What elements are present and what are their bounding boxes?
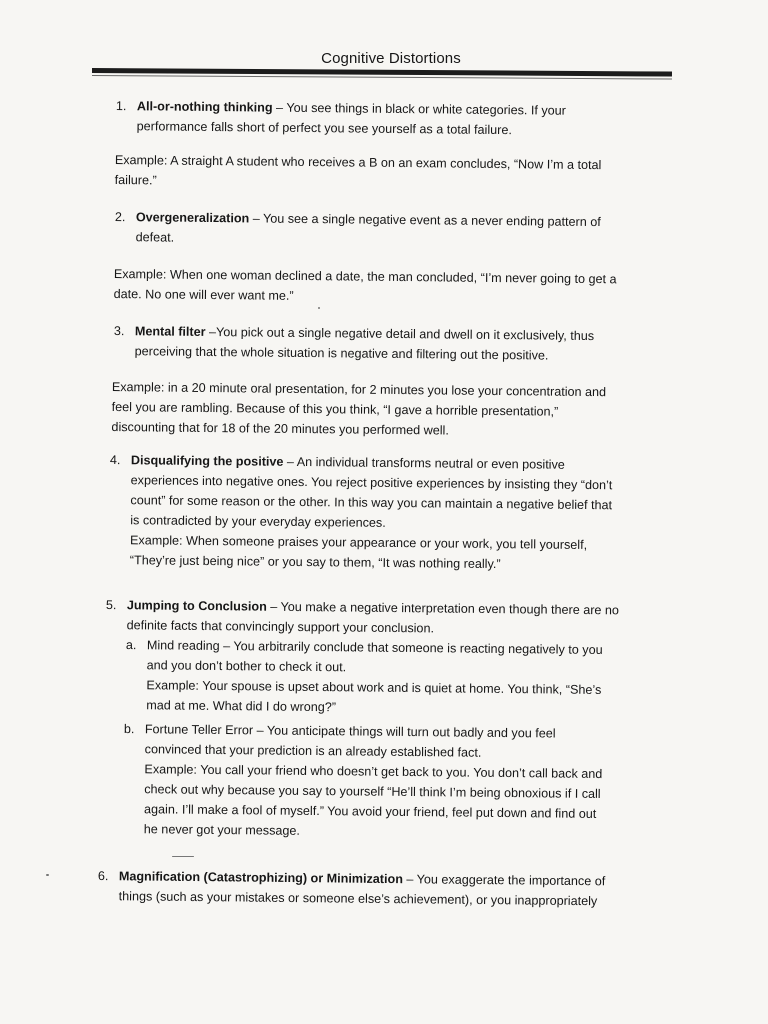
item-number: 4. (109, 452, 121, 468)
item-text: is contradicted by your everyday experiences. (130, 513, 386, 530)
item-text: – You make a negative interpretation even though there are no (266, 599, 620, 618)
example-text: date. No one will ever want me.” (113, 286, 294, 303)
item-text: – You exaggerate the importance of (402, 872, 606, 889)
item-text: – An individual transforms neutral or even positive (283, 454, 565, 472)
item-number: 3. (113, 323, 125, 339)
item-text: experiences into negative ones. You reject positive experiences by insisting they “don’t (130, 473, 613, 493)
example-text: failure.” (114, 172, 157, 188)
item-text: – You see a single negative event as a never ending pattern of (249, 211, 601, 230)
item-text: “They’re just being nice” or you say to them, “It was nothing really.” (129, 553, 501, 572)
scan-speck (318, 307, 320, 309)
subitem-text: check out why because you say to yourself “He’ll think I’m being obnoxious if I call (144, 782, 601, 801)
example-text: Example: in a 20 minute oral presentation, for 2 minutes you lose your concentration and (111, 379, 607, 400)
example-text: Example: A straight A student who receives a B on an exam concludes, “Now I’m a total (114, 152, 602, 173)
example-text: Example: When one woman declined a date, the man concluded, “I’m never going to get a (113, 266, 617, 287)
document-title: Cognitive Distortions (321, 50, 461, 67)
subitem-5b (123, 719, 603, 844)
list-item-3 (114, 321, 595, 366)
item-text: Example: When someone praises your appearance or your work, you tell yourself, (129, 533, 588, 553)
list-item-6 (98, 866, 606, 911)
item-term: Jumping to Conclusion (126, 598, 267, 614)
list-item-4 (109, 450, 613, 575)
subitem-letter: b. (123, 721, 135, 737)
example-1 (115, 150, 602, 195)
example-text: discounting that for 18 of the 20 minutes you performed well. (111, 419, 449, 438)
example-2 (114, 264, 617, 309)
item-text: performance falls short of perfect you see yourself as a total failure. (136, 119, 512, 138)
example-3 (111, 377, 606, 442)
subitem-text: Example: You call your friend who doesn’t get back to you. You don’t call back and (144, 762, 603, 782)
item-text: perceiving that the whole situation is negative and filtering out the positive. (134, 344, 549, 363)
list-item-1 (116, 96, 566, 141)
item-number: 2. (114, 209, 126, 225)
subitem-text: convinced that your prediction is an already established fact. (144, 742, 482, 760)
item-number: 1. (115, 98, 127, 114)
subitem-text: again. I’ll make a fool of myself.” You avoid your friend, feel put down and find out (143, 802, 597, 821)
subitem-text: Example: Your spouse is upset about work and is quiet at home. You think, “She’s (146, 678, 602, 697)
item-term: All-or-nothing thinking (136, 99, 273, 115)
item-term: Overgeneralization (135, 210, 250, 226)
item-text: definite facts that convincingly support your conclusion. (126, 618, 435, 636)
item-text: count” for some reason or the other. In this way you can maintain a negative belief that (130, 493, 613, 513)
scan-speck (46, 874, 49, 876)
item-text: – You see things in black or white categories. If your (272, 100, 566, 118)
item-number: 6. (97, 868, 109, 884)
item-term: Disqualifying the positive (130, 453, 284, 469)
item-term: Magnification (Catastrophizing) or Minimization (118, 869, 404, 887)
item-text: defeat. (135, 230, 175, 245)
item-number: 5. (105, 597, 117, 613)
scan-speck (172, 856, 194, 857)
subitem-text: and you don’t bother to check it out. (146, 658, 347, 675)
subitem-letter: a. (125, 637, 137, 653)
item-text: –You pick out a single negative detail and dwell on it exclusively, thus (205, 324, 595, 344)
list-item-5 (106, 595, 620, 640)
item-term: Mental filter (134, 324, 206, 339)
subitem-text: he never got your message. (143, 822, 301, 838)
subitem-5a (125, 635, 603, 720)
example-text: feel you are rambling. Because of this you think, “I gave a horrible presentation,” (111, 399, 559, 419)
list-item-2 (115, 207, 601, 252)
subitem-text: mad at me. What did I do wrong?” (146, 698, 337, 715)
subitem-text: Fortune Teller Error – You anticipate things will turn out badly and you feel (144, 722, 556, 741)
subitem-text: Mind reading – You arbitrarily conclude that someone is reacting negatively to you (146, 638, 603, 657)
item-text: things (such as your mistakes or someone else’s achievement), or you inappropriately (118, 889, 598, 909)
